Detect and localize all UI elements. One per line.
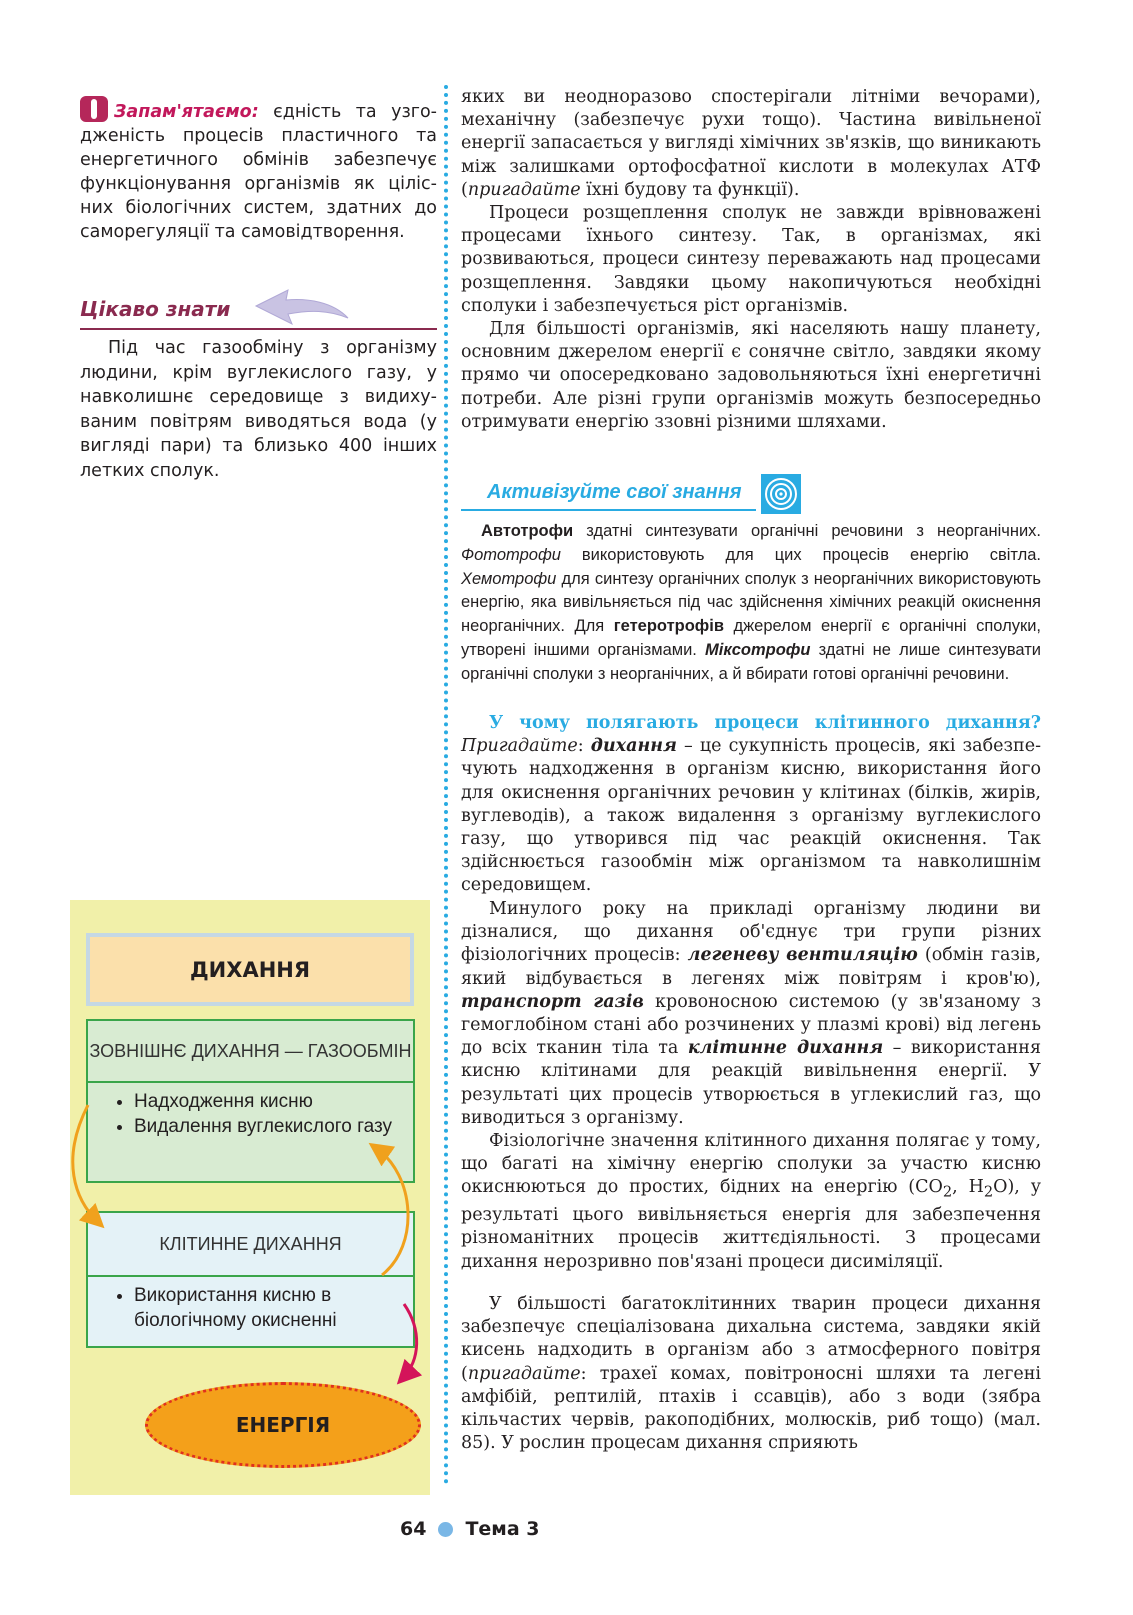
cellular-respiration-title: КЛІТИННЕ ДИХАННЯ xyxy=(88,1213,413,1277)
remember-text: єдність та узгодженість процесів пластичного та енергетичного обмінів забезпечує функціонування організмів як цілісних біологічних систем, здатних до саморегуляції та самовідтворення. xyxy=(80,102,437,242)
paragraph-question: У чому полягають процеси клітинного дихання? Пригадайте: дихання – це сукупність процесів, які забезпечують надходження в організм кисню, використання його для окиснення органічних речовин у клітинах (білків, жирів, вуглеводів), а також видалення з організму вуглекислого газу, що утворився під час реакцій окиснення. Так здійснюється газообмін між організмом та навколишнім середовищем. xyxy=(461,713,1041,896)
paragraph-6: Фізіологічне значення клітинного дихання полягає у тому, що багаті на хімічну енергію сполуки за участю кисню окиснюються до простих, бідних на енергію ($CO_2$, $H_2O$), у результаті цього вивільняється енергія для забезпечення різноманітних процесів життєдіяльності. З процесами дихання нерозривно пов'язані процеси дисиміляції. xyxy=(461,1131,1042,1272)
page-number: 64 xyxy=(400,1518,427,1540)
left-curved-arrow xyxy=(73,1105,98,1222)
list-item: • Надходження кисню xyxy=(134,1089,413,1114)
external-respiration-title: ЗОВНІШНЄ ДИХАННЯ — ГАЗООБМІН xyxy=(88,1021,413,1083)
paragraph-7: У більшості багатоклітинних тварин процеси дихання забезпечує спеціалізована дихальна система, завдяки якій кисень надходить в організм або з атмосферного повітря (пригадайте: трахеї комах, повітроносні шляхи та легені амфібій, рептилій, птахів і ссавців), або з води (зябра кільчастих червів, ракоподібних, молюсків, риб тощо) (мал. 85). У рослин процесам дихання сприяють xyxy=(461,1294,1041,1454)
paragraph-1: яких ви неодноразово спостерігали літніми вечорами), механічну (забезпечує рухи тощо). Частина вивільненої енергії запасається у вигляді хімічних зв'язків, що виникають між залишками ортофосфатної кислоти в молекулах АТФ (пригадайте їхні будову та функції). xyxy=(461,87,1041,200)
exclamation-icon xyxy=(80,96,108,122)
topic-label: Тема 3 xyxy=(465,1518,540,1540)
column-divider xyxy=(444,85,448,1485)
activate-header xyxy=(461,478,801,512)
target-icon xyxy=(761,474,801,514)
fact-text: Під час газообміну з організму людини, крім вуглекислого газу, у навколишнє середовище з видихуваним повітрям виводяться вода (у вигляді пари) та близько 400 інших летких сполук. xyxy=(80,338,437,481)
energy-ellipse: ЕНЕРГІЯ xyxy=(145,1382,421,1468)
diagram-title: ДИХАННЯ xyxy=(86,933,414,1006)
activate-title: Активізуйте свої знання xyxy=(487,481,742,503)
list-item: • Використання кисню в біологічному окисненні xyxy=(134,1283,413,1333)
paragraph-2: Процеси розщеплення сполук не завжди врівноважені процесами їхнього синтезу. Так, в організмах, які розвиваються, процеси синтезу переважають над процесами розщеплення. Завдяки цьому накопичуються необхідні сполуки і забезпечується ріст організмів. xyxy=(461,203,1041,316)
circle-icon xyxy=(438,1522,453,1537)
remember-label: Запам'ятаємо: xyxy=(114,102,259,122)
activate-underline xyxy=(461,509,756,511)
diagram-arrows xyxy=(70,900,430,1495)
energy-arrow xyxy=(403,1304,417,1378)
respiration-diagram xyxy=(70,900,430,1495)
fact-header xyxy=(80,294,437,330)
list-item: • Видалення вуглекислого газу xyxy=(134,1114,413,1139)
right-curved-arrow xyxy=(376,1148,408,1275)
fact-title: Цікаво знати xyxy=(80,297,231,321)
curved-arrow-icon xyxy=(248,284,358,334)
remember-block xyxy=(80,96,437,244)
paragraph-3: Для більшості організмів, які населяють нашу планету, основним джерелом енергії є сонячне світло, завдяки якому прямо чи опосередковано задовольняються їхні енергетичні потреби. Але різні групи організмів можуть безпосередньо отримувати енергію ззовні різними шляхами. xyxy=(461,319,1041,432)
paragraph-5: Минулого року на прикладі організму людини ви дізналися, що дихання об'єднує три групи різних фізіологічних процесів: легеневу вентиляцію (обмін газів, який відбувається в легенях між повітрям і кров'ю), транспорт газів кровоносною системою (у зв'язаному з гемоглобіном стані або розчинених у плазмі крові) від легень до всіх тканин тіла та клітинне дихання – використання кисню клітинами для реакцій вивільнення енергії. У результаті цих процесів утворюється в углекислий газ, що виводиться з організму. xyxy=(461,899,1042,1128)
page-footer xyxy=(400,1518,540,1540)
activate-text: Автотрофи здатні синтезувати органічні речовини з неорганічних. Фототрофи використовують для цих процесів енергію світла. Хемотрофи для синтезу органічних сполук з неорганічних використовують енергію, яка вивільняється під час здійснення хімічних реакцій окиснення неорганічних. Для гетеротрофів джерелом енергії є органічні сполуки, утворені іншими організмами. Міксотрофи здатні не лише синтезувати органічні сполуки з неорганічних, а й вбирати готові органічні речовини. xyxy=(461,522,1041,683)
